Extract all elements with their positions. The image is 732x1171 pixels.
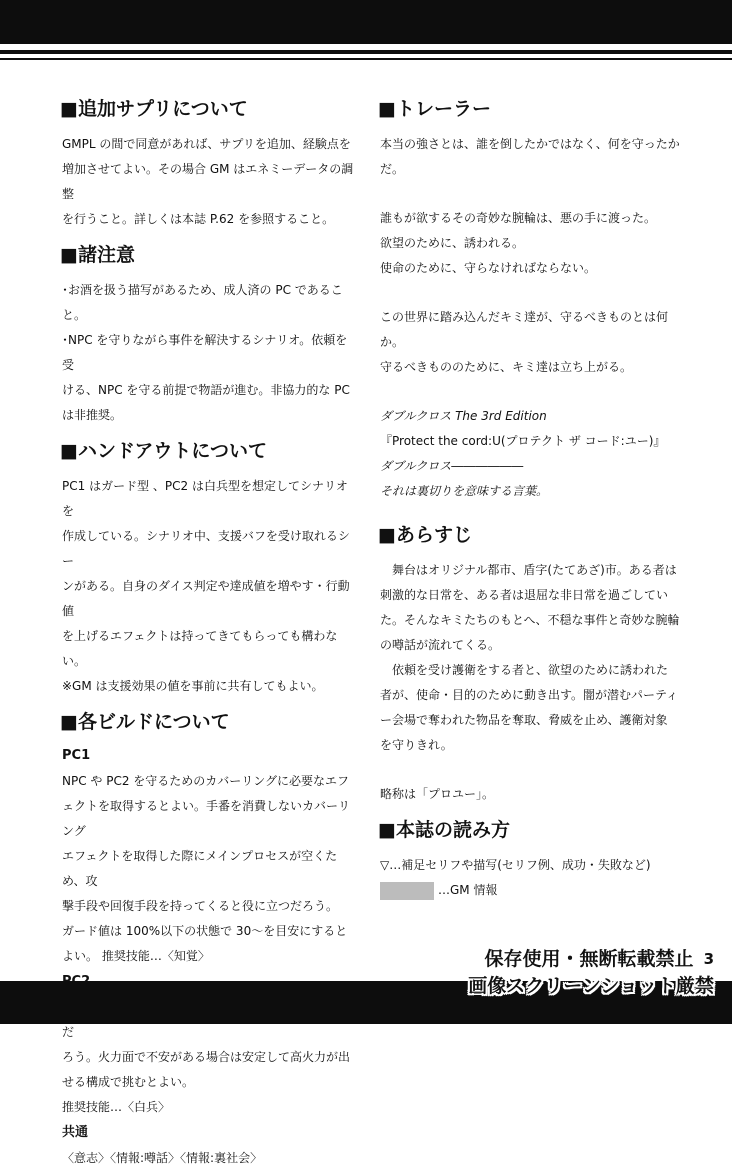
synopsis-line: を守りきれ。 (380, 738, 453, 752)
notice-line-2: 画像スクリーンショット厳禁 (468, 975, 714, 997)
heading-howto: ■本誌の読み方 (378, 819, 510, 841)
common-title: 共通 (62, 1125, 89, 1140)
pc1-line: ェクトを取得するとよい。手番を消費しないカバーリング (62, 799, 351, 838)
synopsis-line: 刺激的な日常を、ある者は退屈な非日常を過ごしてい (380, 588, 669, 602)
pc1-line: ガード値は 100%以下の状態で 30～を目安にすると (62, 924, 348, 938)
caution-line: ける、NPC を守る前提で物語が進む。非協力的な PC (62, 383, 350, 397)
pc1-line: エフェクトを取得した際にメインプロセスが空くため、攻 (62, 849, 338, 888)
heading-builds: ■各ビルドについて (60, 711, 230, 733)
copyright-notice (468, 946, 714, 1000)
section-supplement (62, 96, 354, 232)
top-black-band (0, 0, 732, 44)
handout-line: PC1 はガード型 、PC2 は白兵型を想定してシナリオを (62, 479, 348, 518)
caution-line: は非推奨。 (62, 408, 123, 422)
series-name: ダブルクロス The 3rd Edition (380, 409, 547, 423)
trailer-line: 誰もが欲するその奇妙な腕輪は、悪の手に渡った。 (380, 211, 657, 225)
gm-info-swatch (380, 882, 434, 900)
scenario-title: 『Protect the cord:U(プロテクト ザ コード:ユー)』 (380, 434, 666, 448)
heading-supplement: ■追加サプリについて (60, 98, 248, 120)
synopsis-line: ー会場で奪われた物品を奪取、脅威を止め、護衛対象 (380, 713, 668, 727)
legend-gm-label: …GM 情報 (438, 883, 498, 897)
section-howto (380, 817, 682, 903)
pc2-line: せる構成で挑むとよい。 (62, 1075, 195, 1089)
section-cautions (62, 242, 354, 428)
synopsis-line: 舞台はオリジナル都市、盾字(たてあざ)市。ある者は (392, 563, 677, 577)
pc1-line: NPC や PC2 を守るためのカバーリングに必要なエフ (62, 774, 350, 788)
top-rule-thin (0, 58, 732, 60)
legend-supplement: ▽…補足セリフや描写(セリフ例、成功・失敗など) (380, 858, 651, 872)
heading-cautions: ■諸注意 (60, 244, 135, 266)
pc1-line: よい。 推奨技能…〈知覚〉 (62, 949, 210, 963)
dx-line: ダブルクロス―――――― (380, 459, 524, 473)
trailer-line: 使命のために、守らなければならない。 (380, 261, 597, 275)
supplement-line: GMPL の間で同意があれば、サプリを追加、経験点を (62, 137, 351, 151)
caution-line: ･NPC を守りながら事件を解決するシナリオ。依頼を受 (62, 333, 348, 372)
pc2-line: 推奨技能…〈白兵〉 (62, 1100, 171, 1114)
handout-line: ンがある。自身のダイス判定や達成値を増やす・行動値 (62, 579, 350, 618)
notice-line-1: 保存使用・無断転載禁止 (484, 948, 694, 970)
handout-line: ※GM は支援効果の値を事前に共有してもよい。 (62, 679, 324, 693)
trailer-line: この世界に踏み込んだキミ達が、守るべきものとは何か。 (380, 310, 669, 349)
right-column (380, 96, 682, 903)
synopsis-line: 者が、使命・目的のために動き出す。闇が潜むパーティ (380, 688, 679, 702)
trailer-line: だ。 (380, 162, 405, 176)
synopsis-line: た。そんなキミたちのもとへ、不穏な事件と奇妙な腕輪 (380, 613, 680, 627)
legend-gm-info (380, 878, 682, 903)
handout-line: 作成している。シナリオ中、支援バフを受け取れるシー (62, 529, 350, 568)
abbreviation: 略称は「プロユー」。 (380, 787, 495, 801)
handout-line: を上げるエフェクトは持ってきてもらっても構わない。 (62, 629, 338, 668)
trailer-line: 欲望のために、誘われる。 (380, 236, 525, 250)
page-number: 3 (703, 950, 714, 968)
heading-handout: ■ハンドアウトについて (60, 440, 268, 462)
heading-trailer: ■トレーラー (378, 98, 491, 120)
caution-line: ･お酒を扱う描写があるため、成人済の PC であること。 (62, 283, 343, 322)
section-handout (62, 438, 354, 699)
trailer-line: 守るべきもののために、キミ達は立ち上がる。 (380, 360, 633, 374)
pc1-title: PC1 (62, 748, 91, 763)
common-line: 〈意志〉〈情報:噂話〉〈情報:裏社会〉 (62, 1151, 263, 1165)
section-synopsis (380, 522, 682, 807)
dx-meaning: それは裏切りを意味する言葉。 (380, 484, 549, 498)
supplement-line: を行うこと。詳しくは本誌 P.62 を参照すること。 (62, 212, 335, 226)
section-trailer (380, 96, 682, 504)
supplement-line: 増加させてよい。その場合 GM はエネミーデータの調整 (62, 162, 354, 201)
heading-synopsis: ■あらすじ (378, 524, 472, 546)
trailer-line: 本当の強さとは、誰を倒したかではなく、何を守ったか (380, 137, 680, 151)
pc2-line: ろう。火力面で不安がある場合は安定して高火力が出 (62, 1050, 351, 1064)
top-rule-thick (0, 50, 732, 54)
section-builds (62, 709, 354, 1171)
pc1-line: 撃手段や回復手段を持ってくると役に立つだろう。 (62, 899, 339, 913)
pc2-line: だ (62, 1025, 75, 1039)
synopsis-line: 依頼を受け護衛をする者と、欲望のために誘われた (392, 663, 669, 677)
synopsis-line: の噂話が流れてくる。 (380, 638, 501, 652)
